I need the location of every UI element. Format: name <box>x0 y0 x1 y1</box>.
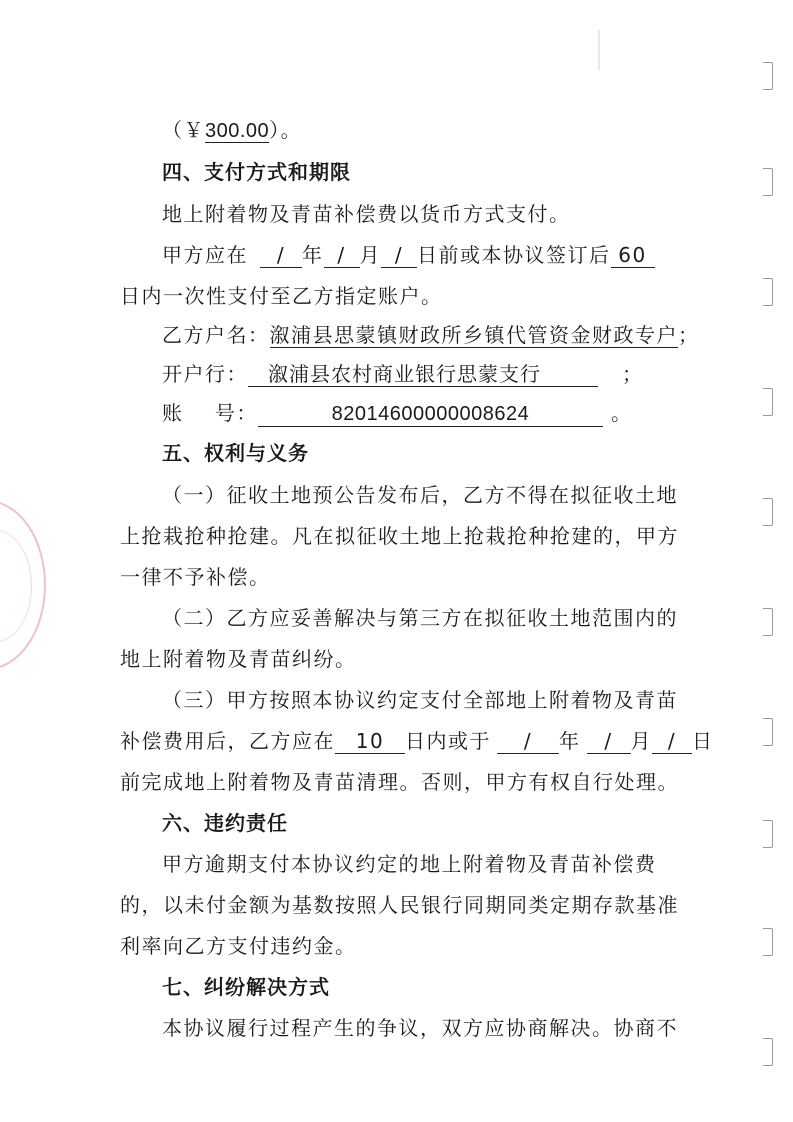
section-heading-rights: 五、权利与义务 <box>162 441 309 465</box>
paragraph-line: 一律不予补偿。 <box>120 565 271 589</box>
year-blank: / <box>497 729 559 754</box>
text-fragment: 日前或本协议签订后 <box>417 243 611 267</box>
paragraph-line: 本协议履行过程产生的争议，双方应协商解决。协商不 <box>162 1016 678 1040</box>
year-blank: / <box>260 243 302 268</box>
text-fragment: 甲方应在 <box>162 243 248 267</box>
text-fragment: 年 <box>302 243 324 267</box>
paragraph-line: 日内一次性支付至乙方指定账户。 <box>120 284 443 308</box>
account-name-label: 乙方户名： <box>162 323 270 347</box>
text-fragment: 日内或于 <box>405 729 491 753</box>
account-name-value: 溆浦县思蒙镇财政所乡镇代管资金财政专户 <box>269 323 678 347</box>
days-blank: 10 <box>335 729 405 754</box>
month-blank: / <box>587 729 631 754</box>
day-blank: / <box>381 243 417 268</box>
binding-hole-mark <box>763 1038 773 1066</box>
amount-open: （￥ <box>162 118 205 142</box>
text-fragment: 补偿费用后，乙方应在 <box>120 729 335 753</box>
account-name-line <box>0 322 793 348</box>
section-heading-payment: 四、支付方式和期限 <box>162 160 351 184</box>
text-fragment: 月 <box>359 243 381 267</box>
bleed-through-mark <box>598 30 630 70</box>
paragraph-line: （一）征收土地预公告发布后，乙方不得在拟征收土地 <box>162 483 678 507</box>
text-fragment: 年 <box>559 729 581 753</box>
text-fragment: 。 <box>610 401 633 425</box>
bank-value: 溆浦县农村商业银行思蒙支行 <box>248 362 598 387</box>
payment-deadline-line <box>0 242 793 268</box>
month-blank: / <box>324 243 360 268</box>
account-number-value: 82014600000008624 <box>258 402 603 427</box>
paragraph-line: 上抢栽抢种抢建。凡在拟征收土地上抢栽抢种抢建的，甲方 <box>120 524 679 548</box>
account-number-label: 账 号： <box>162 401 258 425</box>
compensation-amount: 300.00 <box>205 120 270 142</box>
paragraph-line: 利率向乙方支付违约金。 <box>120 934 357 958</box>
amount-line <box>0 117 793 144</box>
paragraph-line: 地上附着物及青苗补偿费以货币方式支付。 <box>162 202 571 226</box>
bank-line <box>0 361 793 387</box>
amount-close: ）。 <box>269 118 303 142</box>
binding-hole-mark <box>763 62 773 90</box>
text-fragment: 日 <box>692 729 714 753</box>
text-fragment: ； <box>622 362 644 386</box>
paragraph-line: （二）乙方应妥善解决与第三方在拟征收土地范围内的 <box>162 606 678 630</box>
account-number-line <box>0 400 793 427</box>
day-blank: / <box>652 729 692 754</box>
paragraph-line: 前完成地上附着物及青苗清理。否则，甲方有权自行处理。 <box>120 770 679 794</box>
section-heading-liability: 六、违约责任 <box>162 811 288 835</box>
text-fragment: ； <box>678 323 700 347</box>
paragraph-line: 地上附着物及青苗纠纷。 <box>120 647 357 671</box>
section-heading-dispute: 七、纠纷解决方式 <box>162 975 330 999</box>
text-fragment: 月 <box>630 729 652 753</box>
clearance-deadline-line <box>0 728 793 754</box>
paragraph-line: 的，以未付金额为基数按照人民银行同期同类定期存款基准 <box>120 893 679 917</box>
paragraph-line: （三）甲方按照本协议约定支付全部地上附着物及青苗 <box>162 688 678 712</box>
days-blank: 60 <box>611 243 655 268</box>
paragraph-line: 甲方逾期支付本协议约定的地上附着物及青苗补偿费 <box>162 852 657 876</box>
bank-label: 开户行： <box>162 362 248 386</box>
